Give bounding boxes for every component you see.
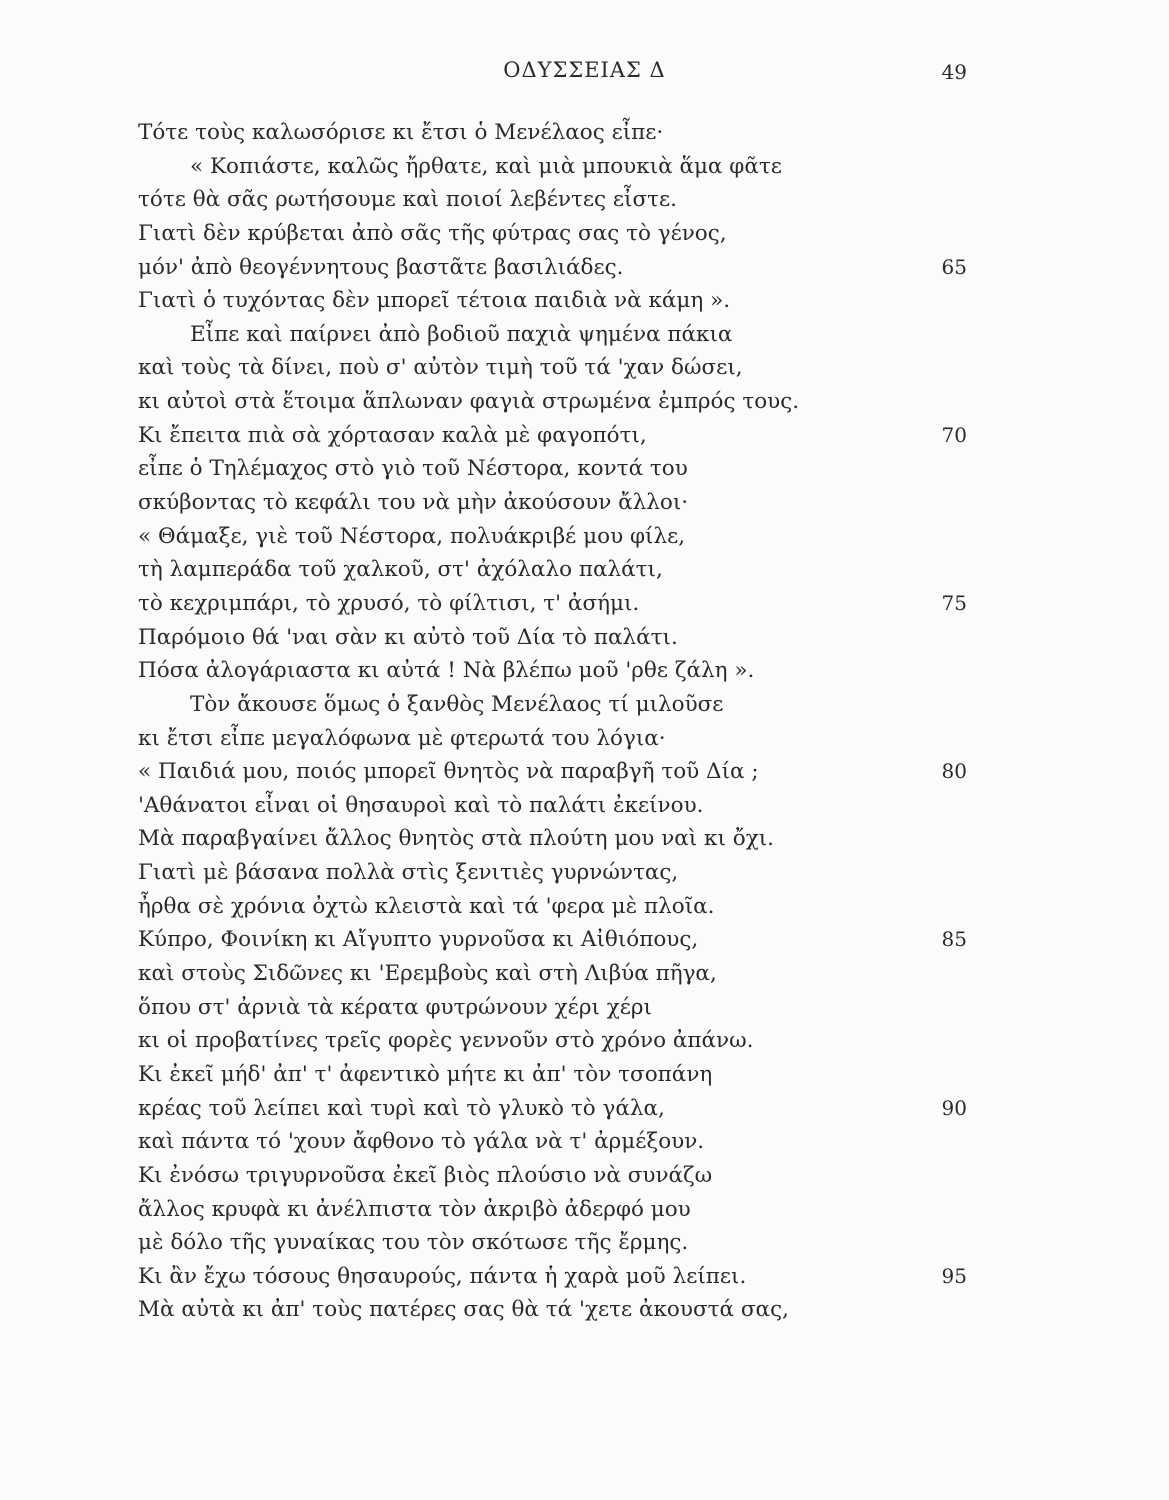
verse-line — [0, 1226, 1169, 1260]
verse-text: τότε θὰ σᾶς ρωτήσουμε καὶ ποιοί λεβέντες εἶστε. — [138, 187, 678, 213]
verse-line — [0, 553, 1169, 587]
verse-text: Εἶπε καὶ παίρνει ἀπὸ βοδιοῦ παχιὰ ψημένα πάκια — [190, 321, 733, 347]
verse-text: τὸ κεχριμπάρι, τὸ χρυσό, τὸ φίλτισι, τ' ἀσήμι. — [138, 590, 640, 616]
verse-line — [0, 923, 1169, 957]
verse-line — [0, 284, 1169, 318]
verse-text: Μὰ παραβγαίνει ἄλλος θνητὸς στὰ πλούτη μου ναὶ κι ὄχι. — [138, 826, 774, 852]
verse-line — [0, 486, 1169, 520]
verse-text: Κι ἔπειτα πιὰ σὰ χόρτασαν καλὰ μὲ φαγοπότι, — [138, 422, 647, 448]
verse-text: Παρόμοιο θά 'ναι σὰν κι αὐτὸ τοῦ Δία τὸ παλάτι. — [138, 624, 678, 650]
verse-text: ἄλλος κρυφὰ κι ἀνέλπιστα τὸν ἀκριβὸ ἀδερφό μου — [138, 1196, 691, 1222]
verse-line — [0, 1125, 1169, 1159]
verse-text: Γιατὶ δὲν κρύβεται ἀπὸ σᾶς τῆς φύτρας σας τὸ γένος, — [138, 220, 727, 246]
verse-line — [0, 991, 1169, 1025]
verse-line — [0, 183, 1169, 217]
verse-text: μόν' ἀπὸ θεογέννητους βαστᾶτε βασιλιάδες. — [138, 254, 624, 280]
verse-text: κρέας τοῦ λείπει καὶ τυρὶ καὶ τὸ γλυκὸ τὸ γάλα, — [138, 1095, 665, 1121]
page-number: 49 — [941, 60, 967, 84]
verse-line — [0, 722, 1169, 756]
running-title: ΟΔΥΣΣΕΙΑΣ Δ — [503, 58, 666, 82]
verse-text: καὶ στοὺς Σιδῶνες κι 'Ερεμβοὺς καὶ στὴ Λιβύα πῆγα, — [138, 961, 717, 987]
verse-line — [0, 1058, 1169, 1092]
verse-text: 'Αθάνατοι εἶναι οἱ θησαυροὶ καὶ τὸ παλάτι ἐκείνου. — [138, 792, 704, 818]
verse-text: Γιατὶ μὲ βάσανα πολλὰ στὶς ξενιτιὲς γυρνώντας, — [138, 860, 679, 886]
verse-line — [0, 688, 1169, 722]
verse-text: καὶ πάντα τό 'χουν ἄφθονο τὸ γάλα νὰ τ' ἀρμέξουν. — [138, 1129, 705, 1155]
running-head — [0, 54, 1169, 90]
verse-text: Κι ἐκεῖ μήδ' ἀπ' τ' ἀφεντικὸ μήτε κι ἀπ' τὸν τσοπάνη — [138, 1061, 713, 1087]
verse-text: ὅπου στ' ἀρνιὰ τὰ κέρατα φυτρώνουν χέρι χέρι — [138, 994, 652, 1020]
verse-line — [0, 755, 1169, 789]
verse-text: Κι ἂν ἔχω τόσους θησαυρούς, πάντα ἡ χαρὰ μοῦ λείπει. — [138, 1263, 747, 1289]
verse-line — [0, 587, 1169, 621]
verse-text: « Θάμαξε, γιὲ τοῦ Νέστορα, πολυάκριβέ μου φίλε, — [138, 523, 686, 549]
verse-text: Κι ἐνόσω τριγυρνοῦσα ἐκεῖ βιὸς πλούσιο νὰ συνάζω — [138, 1162, 713, 1188]
verse-line — [0, 520, 1169, 554]
verse-line — [0, 318, 1169, 352]
verse-text: Πόσα ἀλογάριαστα κι αὐτά ! Νὰ βλέπω μοῦ 'ρθε ζάλη ». — [138, 658, 755, 684]
verse-text: Μὰ αὐτὰ κι ἀπ' τοὺς πατέρες σας θὰ τά 'χετε ἀκουστά σας, — [138, 1297, 789, 1323]
verse-line — [0, 251, 1169, 285]
line-number: 80 — [941, 759, 967, 784]
line-number: 70 — [941, 422, 967, 447]
verse-text: κι ἔτσι εἶπε μεγαλόφωνα μὲ φτερωτά του λόγια· — [138, 725, 666, 751]
verse-text: κι αὐτοὶ στὰ ἕτοιμα ἅπλωναν φαγιὰ στρωμένα ἐμπρός τους. — [138, 389, 800, 415]
verse-line — [0, 1193, 1169, 1227]
verse-line — [0, 419, 1169, 453]
verse-text: ἦρθα σὲ χρόνια ὀχτὼ κλειστὰ καὶ τά 'φερα μὲ πλοῖα. — [138, 893, 715, 919]
verse-text: Τότε τοὺς καλωσόρισε κι ἔτσι ὁ Μενέλαος εἶπε· — [138, 120, 664, 145]
verse-text: Κύπρο, Φοινίκη κι Αἴγυπτο γυρνοῦσα κι Αἰθιόπους, — [138, 927, 699, 953]
verse-line — [0, 150, 1169, 184]
verse-text: Γιατὶ ὁ τυχόντας δὲν μπορεῖ τέτοια παιδιὰ νὰ κάμη ». — [138, 288, 731, 314]
verse-line — [0, 890, 1169, 924]
verse-line — [0, 1159, 1169, 1193]
verse-line — [0, 1092, 1169, 1126]
verse-text: Τὸν ἄκουσε ὅμως ὁ ξανθὸς Μενέλαος τί μιλοῦσε — [190, 691, 724, 717]
verse-text: καὶ τοὺς τὰ δίνει, ποὺ σ' αὐτὸν τιμὴ τοῦ τά 'χαν δώσει, — [138, 355, 743, 381]
verse-text: μὲ δόλο τῆς γυναίκας του τὸν σκότωσε τῆς ἔρμης. — [138, 1230, 689, 1256]
verse-line — [0, 217, 1169, 251]
verse-line — [0, 385, 1169, 419]
verse-text: εἶπε ὁ Τηλέμαχος στὸ γιὸ τοῦ Νέστορα, κοντά του — [138, 456, 688, 482]
line-number: 90 — [941, 1095, 967, 1120]
verse-list — [0, 116, 1169, 1327]
verse-line — [0, 654, 1169, 688]
verse-line — [0, 1024, 1169, 1058]
verse-line — [0, 1293, 1169, 1327]
verse-text: κι οἱ προβατίνες τρεῖς φορὲς γεννοῦν στὸ χρόνο ἀπάνω. — [138, 1028, 754, 1054]
verse-line — [0, 116, 1169, 150]
verse-line — [0, 1260, 1169, 1294]
verse-line — [0, 452, 1169, 486]
verse-line — [0, 822, 1169, 856]
verse-text: σκύβοντας τὸ κεφάλι του νὰ μὴν ἀκούσουν ἄλλοι· — [138, 490, 689, 516]
verse-line — [0, 957, 1169, 991]
verse-text: τὴ λαμπεράδα τοῦ χαλκοῦ, στ' ἀχόλαλο παλάτι, — [138, 557, 663, 583]
line-number: 85 — [941, 927, 967, 952]
verse-text: « Κοπιάστε, καλῶς ἤρθατε, καὶ μιὰ μπουκιὰ ἅμα φᾶτε — [190, 153, 782, 179]
verse-text: « Παιδιά μου, ποιός μπορεῖ θνητὸς νὰ παραβγῆ τοῦ Δία ; — [138, 759, 759, 785]
verse-line — [0, 351, 1169, 385]
line-number: 65 — [941, 254, 967, 279]
line-number: 75 — [941, 590, 967, 615]
verse-line — [0, 856, 1169, 890]
verse-line — [0, 789, 1169, 823]
line-number: 95 — [941, 1263, 967, 1288]
verse-line — [0, 621, 1169, 655]
